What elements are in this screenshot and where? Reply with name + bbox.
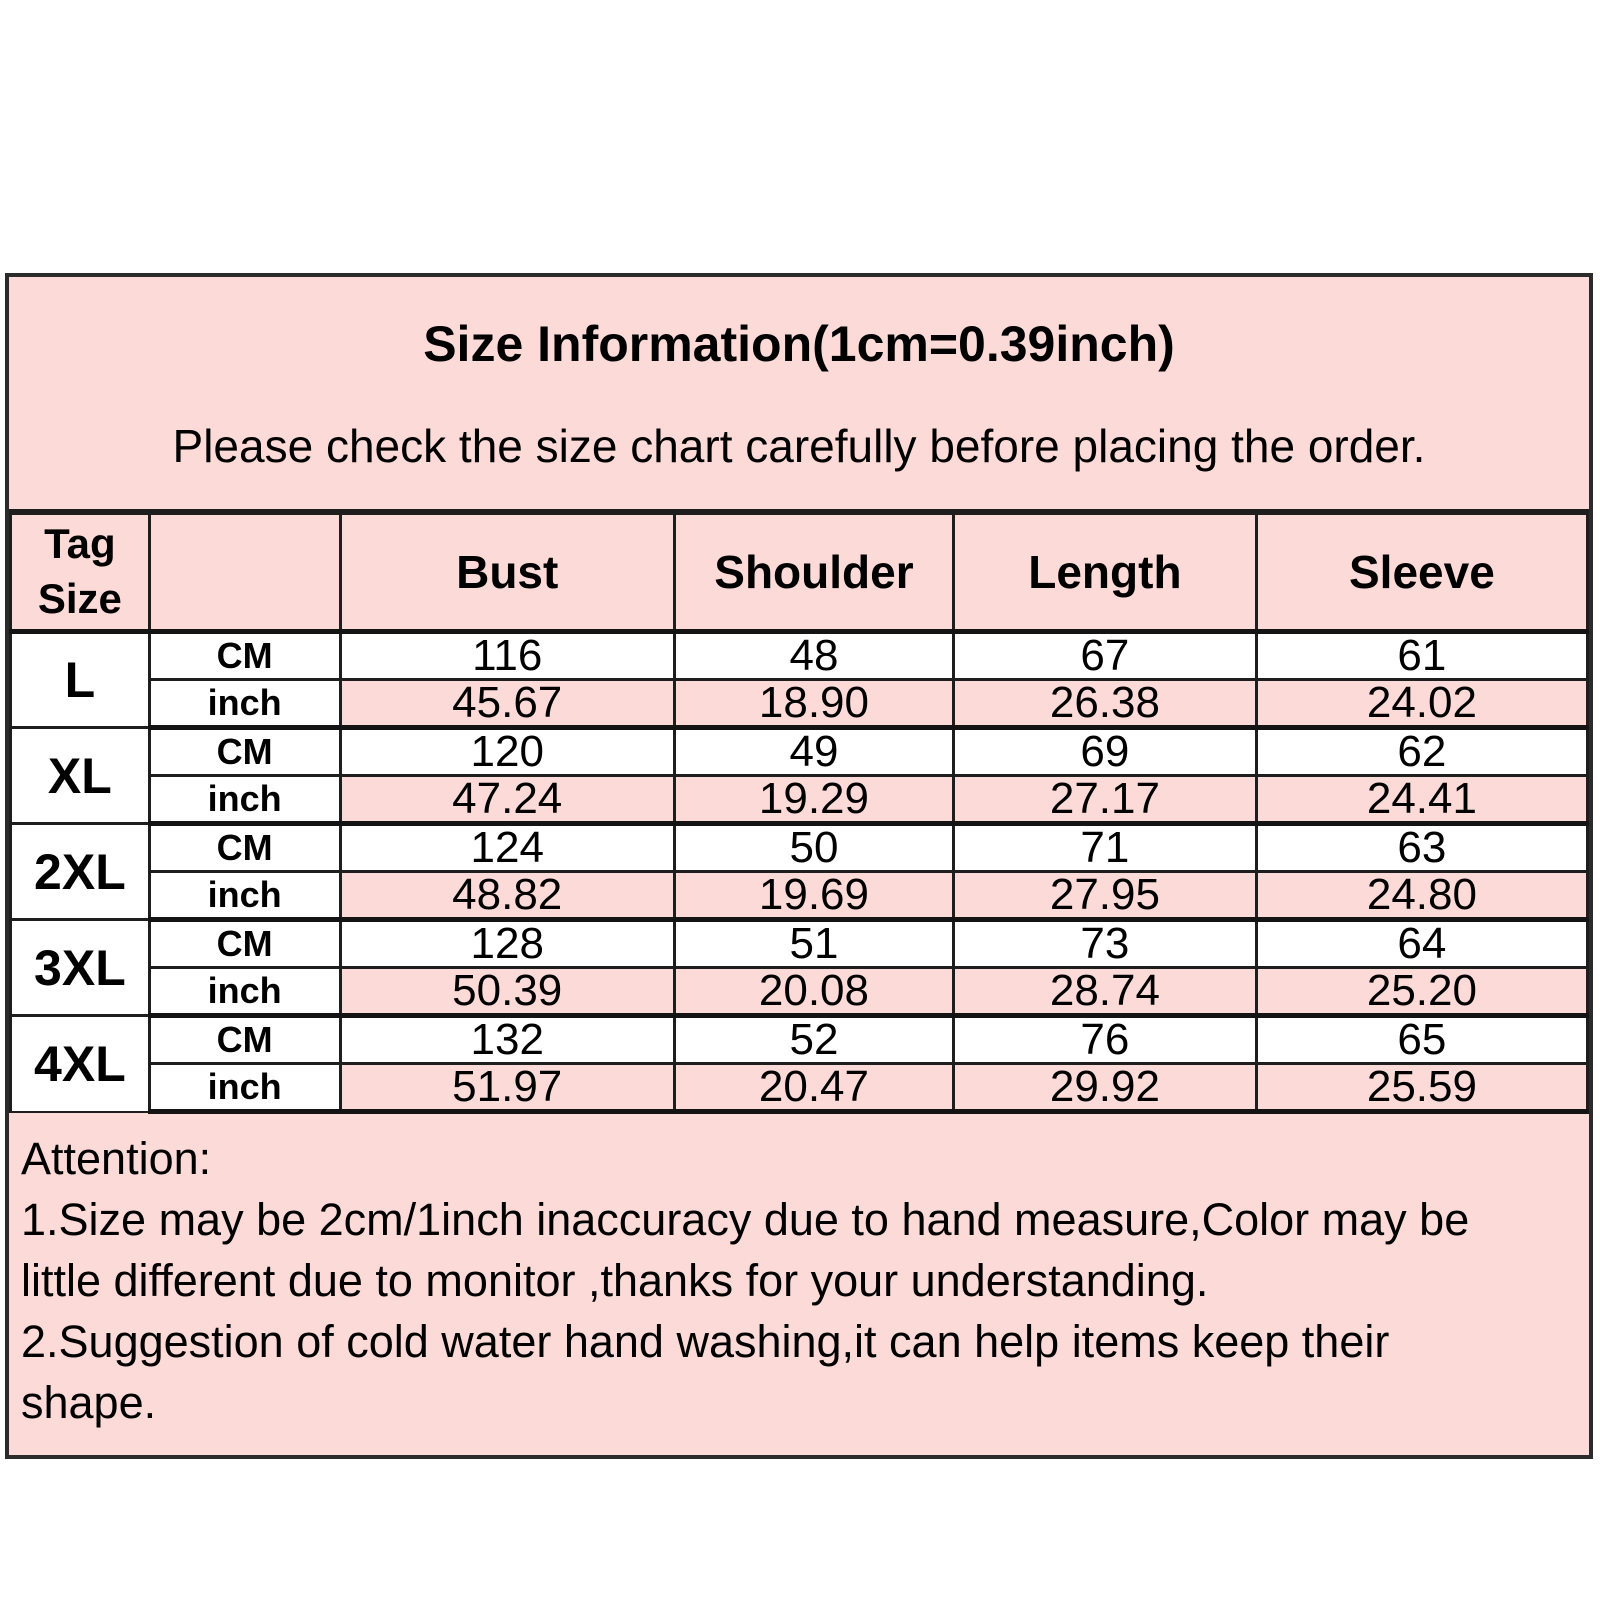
tag-size-xl: XL xyxy=(11,728,150,824)
value-cell: 128 xyxy=(340,920,674,968)
value-cell: 48.82 xyxy=(340,872,674,920)
size-table xyxy=(9,512,1589,1114)
value-cell: 19.29 xyxy=(674,776,953,824)
attention-heading: Attention: xyxy=(21,1133,212,1184)
value-cell: 45.67 xyxy=(340,680,674,728)
unit-cm: CM xyxy=(149,920,340,968)
table-row xyxy=(11,1016,1588,1064)
table-row xyxy=(11,776,1588,824)
tag-size-l: L xyxy=(11,632,150,728)
attention-section xyxy=(9,1114,1589,1455)
value-cell: 51.97 xyxy=(340,1064,674,1112)
table-row xyxy=(11,632,1588,680)
value-cell: 50 xyxy=(674,824,953,872)
value-cell: 61 xyxy=(1256,632,1587,680)
value-cell: 76 xyxy=(954,1016,1257,1064)
table-row xyxy=(11,728,1588,776)
table-row xyxy=(11,1064,1588,1112)
value-cell: 71 xyxy=(954,824,1257,872)
value-cell: 62 xyxy=(1256,728,1587,776)
value-cell: 65 xyxy=(1256,1016,1587,1064)
table-row xyxy=(11,872,1588,920)
value-cell: 24.02 xyxy=(1256,680,1587,728)
value-cell: 27.95 xyxy=(954,872,1257,920)
table-row xyxy=(11,920,1588,968)
value-cell: 47.24 xyxy=(340,776,674,824)
value-cell: 18.90 xyxy=(674,680,953,728)
unit-header xyxy=(149,514,340,632)
tag-size-4xl: 4XL xyxy=(11,1016,150,1112)
value-cell: 20.08 xyxy=(674,968,953,1016)
unit-cm: CM xyxy=(149,632,340,680)
value-cell: 28.74 xyxy=(954,968,1257,1016)
value-cell: 63 xyxy=(1256,824,1587,872)
size-chart xyxy=(5,273,1593,1459)
value-cell: 116 xyxy=(340,632,674,680)
value-cell: 26.38 xyxy=(954,680,1257,728)
tag-size-3xl: 3XL xyxy=(11,920,150,1016)
value-cell: 73 xyxy=(954,920,1257,968)
value-cell: 124 xyxy=(340,824,674,872)
table-row xyxy=(11,968,1588,1016)
page-title: Size Information(1cm=0.39inch) xyxy=(423,316,1175,372)
unit-cm: CM xyxy=(149,1016,340,1064)
bust-header: Bust xyxy=(340,514,674,632)
value-cell: 67 xyxy=(954,632,1257,680)
unit-cm: CM xyxy=(149,728,340,776)
attention-item: 1.Size may be 2cm/1inch inaccuracy due to hand measure,Color may be little different due to monitor ,thanks for your understanding. xyxy=(21,1194,1470,1306)
value-cell: 49 xyxy=(674,728,953,776)
value-cell: 69 xyxy=(954,728,1257,776)
shoulder-header: Shoulder xyxy=(674,514,953,632)
tag-size-2xl: 2XL xyxy=(11,824,150,920)
value-cell: 50.39 xyxy=(340,968,674,1016)
value-cell: 20.47 xyxy=(674,1064,953,1112)
value-cell: 51 xyxy=(674,920,953,968)
sleeve-header: Sleeve xyxy=(1256,514,1587,632)
unit-inch: inch xyxy=(149,872,340,920)
value-cell: 25.20 xyxy=(1256,968,1587,1016)
value-cell: 48 xyxy=(674,632,953,680)
value-cell: 25.59 xyxy=(1256,1064,1587,1112)
length-header: Length xyxy=(954,514,1257,632)
unit-inch: inch xyxy=(149,680,340,728)
unit-inch: inch xyxy=(149,968,340,1016)
value-cell: 64 xyxy=(1256,920,1587,968)
header-row xyxy=(11,514,1588,632)
unit-inch: inch xyxy=(149,776,340,824)
title-band xyxy=(9,277,1589,512)
attention-item: 2.Suggestion of cold water hand washing,it can help items keep their shape. xyxy=(21,1316,1390,1428)
value-cell: 27.17 xyxy=(954,776,1257,824)
tag-size-header: Tag Size xyxy=(11,514,150,632)
value-cell: 24.41 xyxy=(1256,776,1587,824)
table-row xyxy=(11,824,1588,872)
unit-inch: inch xyxy=(149,1064,340,1112)
unit-cm: CM xyxy=(149,824,340,872)
value-cell: 52 xyxy=(674,1016,953,1064)
value-cell: 132 xyxy=(340,1016,674,1064)
value-cell: 24.80 xyxy=(1256,872,1587,920)
value-cell: 29.92 xyxy=(954,1064,1257,1112)
table-row xyxy=(11,680,1588,728)
page-subtitle: Please check the size chart carefully before placing the order. xyxy=(172,420,1426,472)
value-cell: 120 xyxy=(340,728,674,776)
value-cell: 19.69 xyxy=(674,872,953,920)
